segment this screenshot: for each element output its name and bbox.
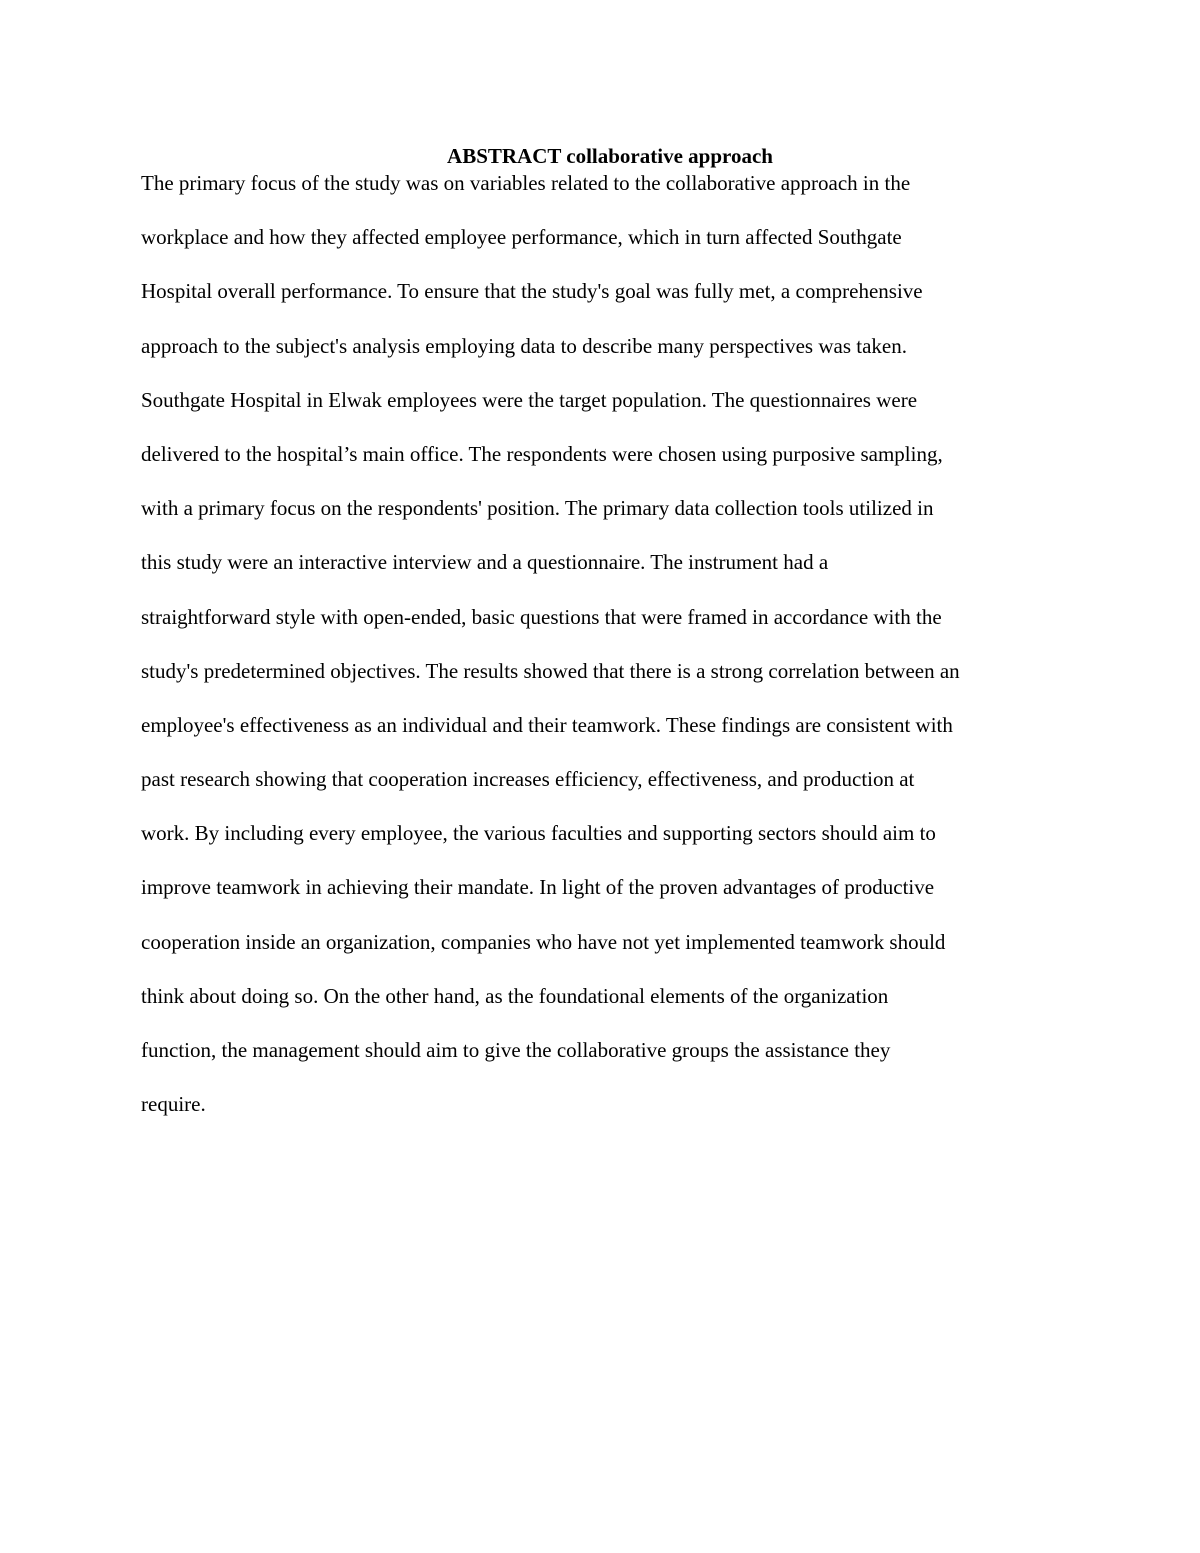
abstract-line: with a primary focus on the respondents' position. The primary data collection tools utilized in	[141, 496, 934, 521]
abstract-line: approach to the subject's analysis employing data to describe many perspectives was taken.	[141, 333, 907, 358]
abstract-line: workplace and how they affected employee performance, which in turn affected Southgate	[141, 225, 902, 250]
abstract-line: Hospital overall performance. To ensure that the study's goal was fully met, a comprehensive	[141, 279, 923, 304]
abstract-line: improve teamwork in achieving their mandate. In light of the proven advantages of productive	[141, 875, 935, 900]
abstract-line: study's predetermined objectives. The results showed that there is a strong correlation between an	[141, 658, 960, 683]
abstract-line: require.	[141, 1092, 206, 1117]
abstract-line: employee's effectiveness as an individual and their teamwork. These findings are consistent with	[141, 712, 953, 737]
abstract-line: past research showing that cooperation increases efficiency, effectiveness, and production at	[141, 767, 915, 792]
abstract-line: The primary focus of the study was on variables related to the collaborative approach in the	[141, 171, 911, 195]
abstract-line: Southgate Hospital in Elwak employees were the target population. The questionnaires were	[141, 387, 918, 412]
abstract-line: work. By including every employee, the various faculties and supporting sectors should aim to	[141, 821, 936, 846]
abstract-body	[141, 170, 1141, 1145]
abstract-line: function, the management should aim to give the collaborative groups the assistance they	[141, 1038, 891, 1062]
abstract-line: cooperation inside an organization, companies who have not yet implemented teamwork should	[141, 929, 946, 954]
abstract-line: delivered to the hospital’s main office. The respondents were chosen using purposive sampling,	[141, 441, 943, 466]
abstract-line: straightforward style with open-ended, basic questions that were framed in accordance with the	[141, 604, 942, 629]
document-title: ABSTRACT collaborative approach	[447, 144, 773, 168]
abstract-line: think about doing so. On the other hand, as the foundational elements of the organization	[141, 983, 889, 1008]
abstract-line: this study were an interactive interview and a questionnaire. The instrument had a	[141, 550, 829, 575]
